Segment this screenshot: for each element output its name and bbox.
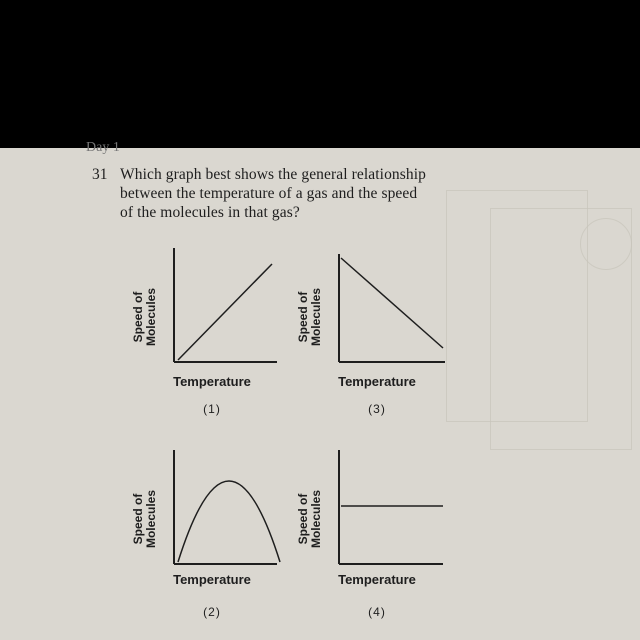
graph-2-number: (2) [203, 605, 221, 619]
graph-4-x-label: Temperature [338, 572, 416, 587]
graph-3-number: (3) [368, 402, 386, 416]
page-heading: Day 1 [86, 140, 120, 155]
graph-2-curve [178, 481, 280, 562]
graph-4-y-label: Speed of Molecules [296, 489, 323, 549]
graph-2-y-label: Speed of Molecules [131, 489, 158, 549]
graph-2-x-label: Temperature [173, 572, 251, 587]
question-line-1: Which graph best shows the general relationship [120, 166, 427, 183]
graph-2[interactable] [132, 450, 282, 640]
graph-3-y-label: Speed of Molecules [296, 287, 323, 347]
graph-1[interactable] [132, 248, 282, 438]
question-number: 31 [92, 166, 108, 183]
graph-4-number: (4) [368, 605, 386, 619]
graph-1-number: (1) [203, 402, 221, 416]
graph-1-x-label: Temperature [173, 374, 251, 389]
question-line-3: of the molecules in that gas? [120, 204, 300, 221]
bleed-through-circle [580, 218, 632, 270]
graph-4[interactable] [297, 450, 447, 640]
graph-3-x-label: Temperature [338, 374, 416, 389]
graph-1-curve [178, 264, 272, 360]
worksheet-page [0, 140, 640, 640]
graph-3-curve [341, 258, 443, 348]
question-line-2: between the temperature of a gas and the speed [120, 185, 418, 202]
graph-1-y-label: Speed of Molecules [131, 287, 158, 347]
top-dark-band [0, 0, 640, 148]
graph-3[interactable] [297, 248, 447, 438]
